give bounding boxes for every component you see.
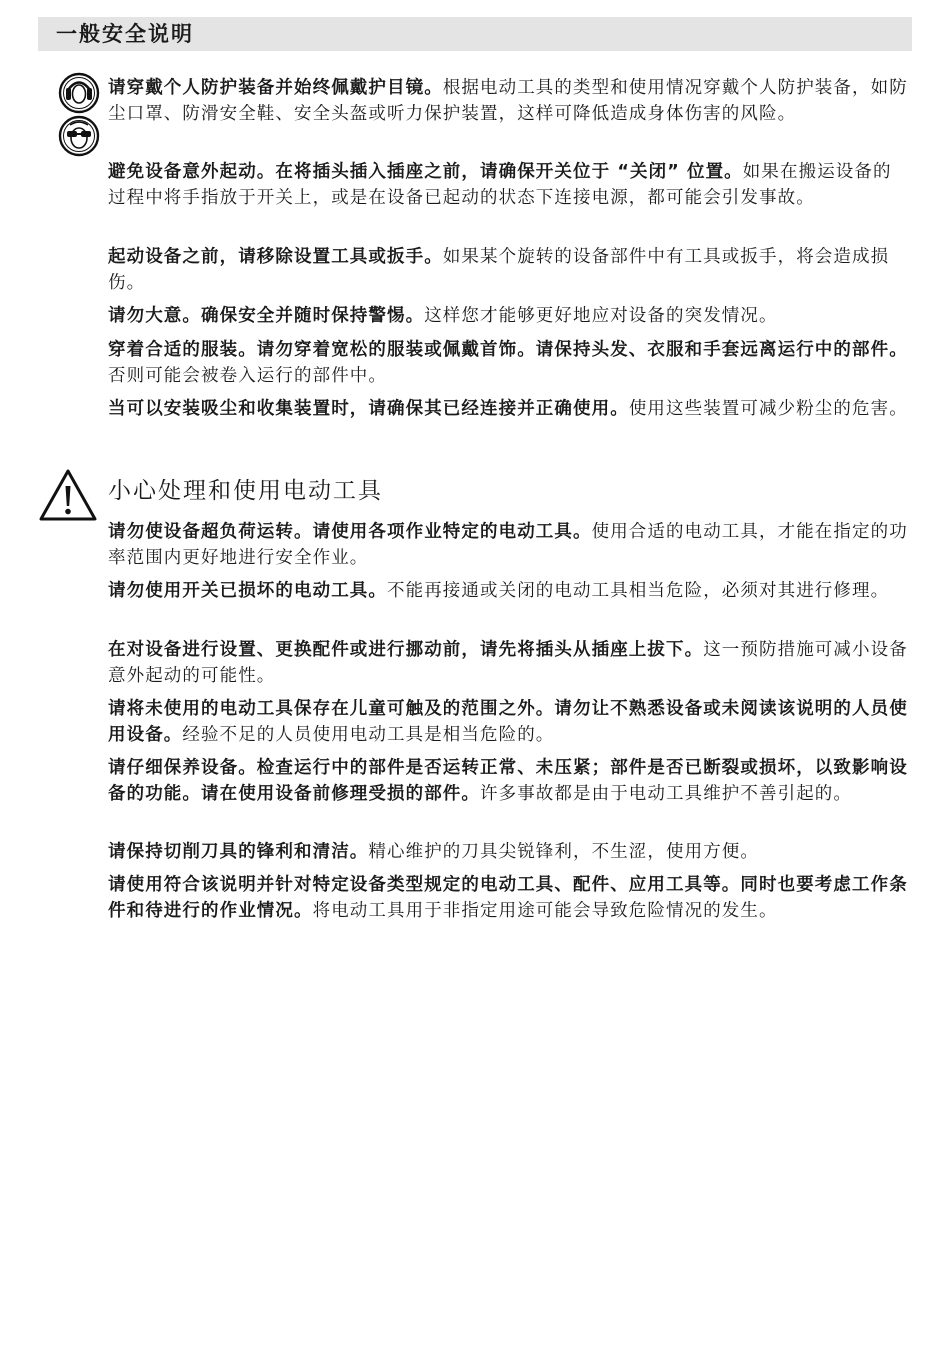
safety-paragraph: 请勿大意。确保安全并随时保持警惕。这样您才能够更好地应对设备的突发情况。 (108, 306, 778, 326)
safety-paragraph: 请仔细保养设备。检查运行中的部件是否运转正常、未压紧；部件是否已断裂或损坏，以致影响设备的功能。请在使用设备前修理受损的部件。许多事故都是由于电动工具维护不善引起的。 (108, 758, 908, 804)
safety-paragraph: 请勿使设备超负荷运转。请使用各项作业特定的电动工具。使用合适的电动工具，才能在指定的功率范围内更好地进行安全作业。 (108, 522, 908, 568)
eye-protection-icon (58, 115, 100, 157)
ear-protection-icon (58, 72, 100, 114)
safety-paragraph: 穿着合适的服装。请勿穿着宽松的服装或佩戴首饰。请保持头发、衣服和手套远离运行中的部件。否则可能会被卷入运行的部件中。 (108, 340, 908, 386)
safety-paragraph: 请穿戴个人防护装备并始终佩戴护目镜。根据电动工具的类型和使用情况穿戴个人防护装备，如防尘口罩、防滑安全鞋、安全头盔或听力保护装置，这样可降低造成身体伤害的风险。 (108, 78, 908, 124)
warning-triangle-icon (38, 468, 98, 522)
safety-paragraph: 当可以安装吸尘和收集装置时，请确保其已经连接并正确使用。使用这些装置可减少粉尘的危害。 (108, 399, 908, 419)
page-title: 一般安全说明 (56, 22, 194, 46)
safety-paragraph: 请勿使用开关已损坏的电动工具。不能再接通或关闭的电动工具相当危险，必须对其进行修理。 (108, 581, 890, 601)
safety-paragraph: 避免设备意外起动。在将插头插入插座之前，请确保开关位于 “关闭” 位置。如果在搬运设备的过程中将手指放于开关上，或是在设备已起动的状态下连接电源，都可能会引发事故。 (108, 162, 892, 208)
safety-paragraph: 请保持切削刀具的锋利和清洁。精心维护的刀具尖锐锋利，不生涩，使用方便。 (108, 842, 760, 862)
section-header-bar (38, 17, 912, 51)
safety-paragraph: 请将未使用的电动工具保存在儿童可触及的范围之外。请勿让不熟悉设备或未阅读该说明的人员使用设备。经验不足的人员使用电动工具是相当危险的。 (108, 699, 908, 745)
safety-paragraph: 起动设备之前，请移除设置工具或扳手。如果某个旋转的设备部件中有工具或扳手，将会造成损伤。 (108, 247, 890, 293)
section-subtitle: 小心处理和使用电动工具 (108, 478, 383, 504)
safety-paragraph: 在对设备进行设置、更换配件或进行挪动前，请先将插头从插座上拔下。这一预防措施可减小设备意外起动的可能性。 (108, 640, 908, 686)
safety-paragraph: 请使用符合该说明并针对特定设备类型规定的电动工具、配件、应用工具等。同时也要考虑工作条件和待进行的作业情况。将电动工具用于非指定用途可能会导致危险情况的发生。 (108, 875, 908, 921)
